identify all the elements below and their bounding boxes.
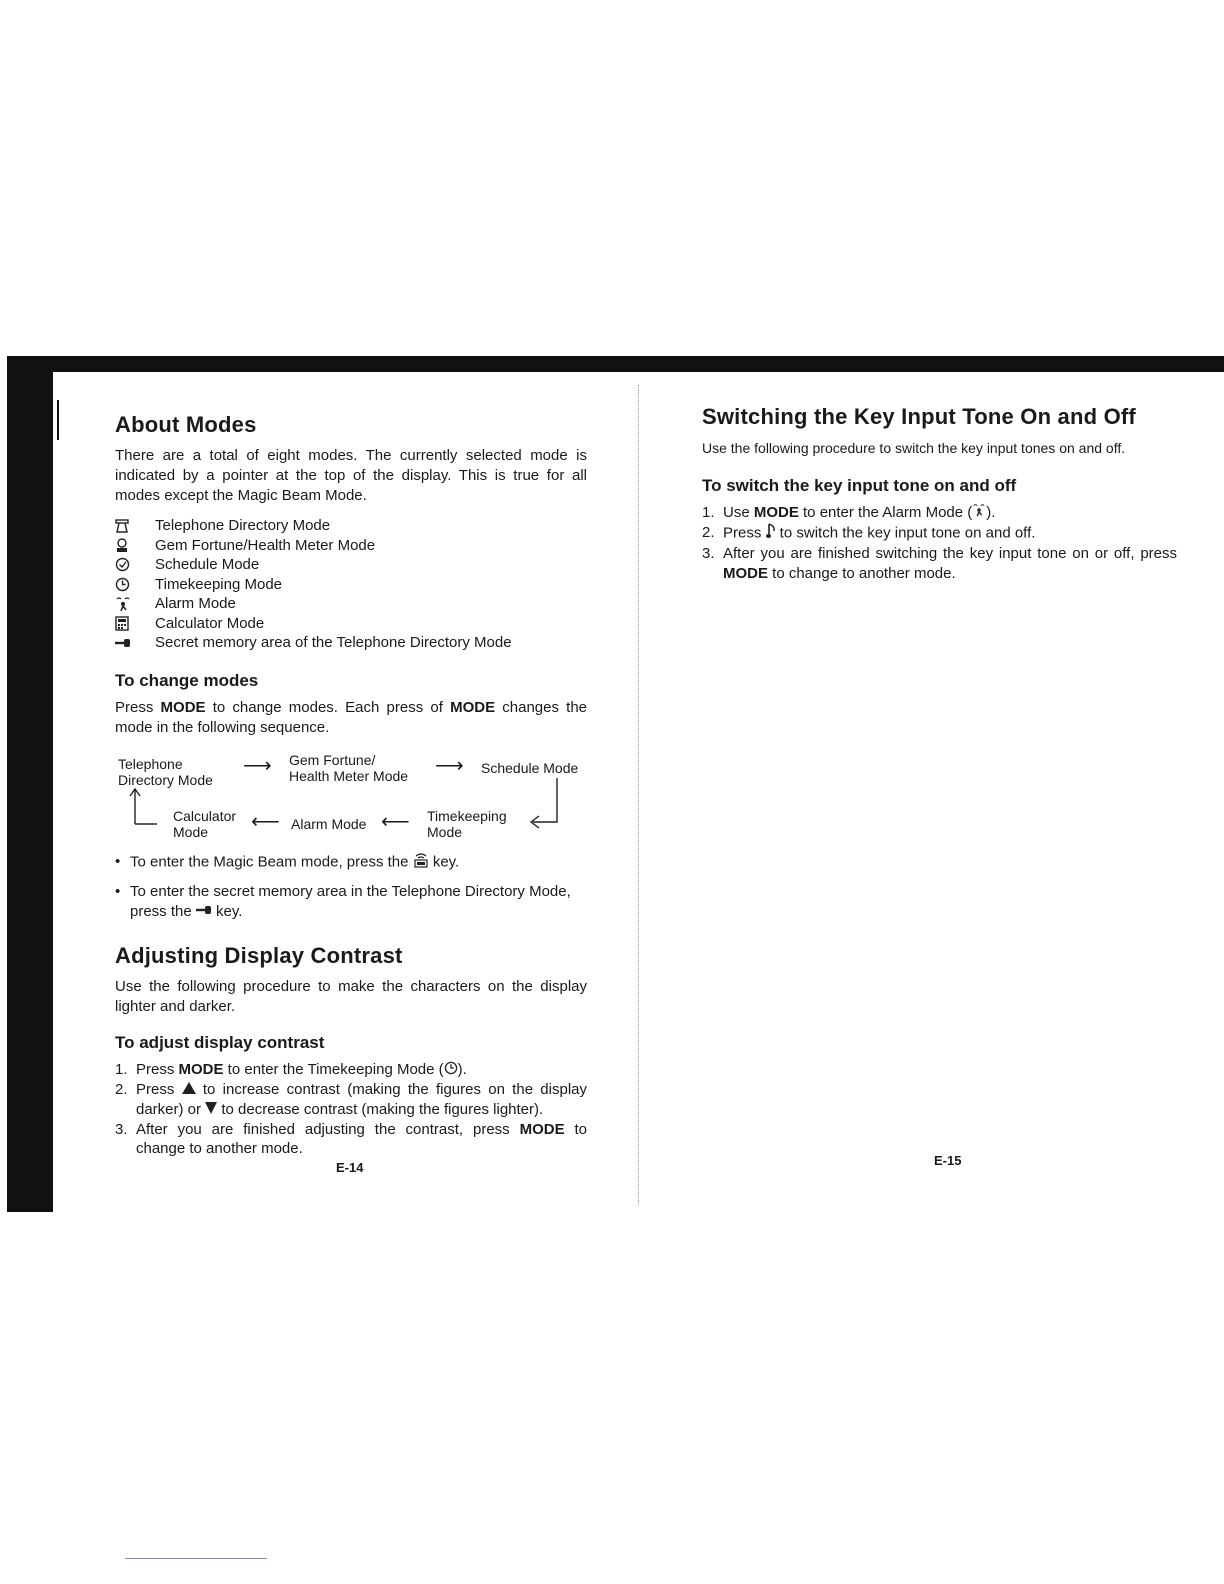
flow-node-fortune: Gem Fortune/ Health Meter Mode <box>289 751 409 784</box>
alarm-icon <box>972 503 986 523</box>
list-item <box>115 536 587 556</box>
key-icon <box>115 637 155 649</box>
flow-node-alarm: Alarm Mode <box>291 815 367 832</box>
mode-sequence-diagram <box>115 752 587 844</box>
scan-mark <box>57 400 59 440</box>
mode-list <box>115 516 587 653</box>
flow-node-schedule: Schedule Mode <box>481 759 579 776</box>
list-item: 3. After you are finished adjusting the contrast, press MODE to change to another mode. <box>115 1120 587 1158</box>
flow-node-telephone: Telephone Directory Mode <box>118 755 213 788</box>
list-item: • To enter the Magic Beam mode, press the key. <box>115 852 587 874</box>
up-triangle-icon <box>182 1080 196 1100</box>
list-item <box>115 614 587 634</box>
list-item <box>115 633 587 653</box>
telephone-icon <box>115 519 155 533</box>
fortune-icon <box>115 537 155 553</box>
scan-border-top <box>7 356 1224 372</box>
list-item: 3. After you are finished switching the key input tone on or off, press MODE to change to another mode. <box>702 545 1177 582</box>
magic-beam-key-icon <box>413 852 429 874</box>
change-modes-heading: To change modes <box>115 670 259 690</box>
turn-arrow-icon <box>523 778 563 830</box>
adjust-contrast-heading: To adjust display contrast <box>115 1033 325 1053</box>
list-item: • To enter the secret memory area in the Telephone Directory Mode, press the key. <box>115 883 571 920</box>
flow-node-timekeeping: Timekeeping Mode <box>427 807 507 840</box>
schedule-icon <box>115 557 155 572</box>
list-item <box>115 516 587 536</box>
alarm-icon <box>115 596 155 612</box>
about-modes-heading: About Modes <box>115 412 257 437</box>
return-arrow-icon <box>129 786 159 826</box>
mode-label: Alarm Mode <box>155 595 236 612</box>
clock-icon <box>115 577 155 592</box>
arrow-left-icon: ⟵ <box>381 810 410 833</box>
mode-label: Schedule Mode <box>155 556 260 573</box>
mode-label: Secret memory area of the Telephone Directory Mode <box>155 634 512 651</box>
page-number-right: E-15 <box>934 1153 962 1168</box>
flow-node-calculator: Calculator Mode <box>173 807 237 840</box>
key-input-tone-heading: Switching the Key Input Tone On and Off <box>702 404 1136 429</box>
change-modes-text: Press MODE to change modes. Each press of MODE changes the mode in the following sequence. <box>115 698 587 736</box>
arrow-right-icon: ⟶ <box>435 754 464 777</box>
list-item: 2. Press to increase contrast (making the figures on the display darker) or to decrease contrast (making the figures lighter). <box>115 1081 587 1118</box>
list-item: 2. Press to switch the key input tone on and off. <box>702 523 1177 545</box>
clock-icon <box>444 1061 458 1081</box>
list-item: 1. Use MODE to enter the Alarm Mode ( ). <box>702 504 996 521</box>
calculator-icon <box>115 616 155 631</box>
display-contrast-heading: Adjusting Display Contrast <box>115 943 403 969</box>
mode-label: Telephone Directory Mode <box>155 517 331 534</box>
scan-border-left <box>7 372 53 1212</box>
page-number-left: E-14 <box>336 1160 364 1175</box>
switch-tone-heading: To switch the key input tone on and off <box>702 476 1017 495</box>
page-gutter <box>638 385 639 1205</box>
display-contrast-intro: Use the following procedure to make the characters on the display lighter and darker. <box>115 978 587 1016</box>
down-triangle-icon <box>205 1100 217 1120</box>
key-input-tone-intro: Use the following procedure to switch the key input tones on and off. <box>702 440 1126 456</box>
list-item <box>115 594 587 614</box>
page-left <box>115 412 587 1159</box>
arrow-left-icon: ⟵ <box>251 810 280 833</box>
page-right <box>702 404 1177 583</box>
key-icon <box>196 902 212 922</box>
tone-steps <box>702 503 1177 583</box>
footer-rule <box>125 1558 267 1559</box>
list-item <box>115 575 587 595</box>
mode-label: Gem Fortune/Health Meter Mode <box>155 536 376 554</box>
arrow-right-icon: ⟶ <box>243 754 272 777</box>
notes-list <box>115 852 587 922</box>
mode-label: Calculator Mode <box>155 614 265 632</box>
list-item <box>115 555 587 575</box>
about-modes-intro: There are a total of eight modes. The currently selected mode is indicated by a pointer at the top of the display. This is true for all modes except the Magic Beam Mode. <box>115 447 587 504</box>
list-item: 1. Press MODE to enter the Timekeeping Mode ( ). <box>115 1061 467 1079</box>
mode-label: Timekeeping Mode <box>155 575 283 593</box>
tone-note-icon <box>766 523 776 545</box>
contrast-steps <box>115 1060 587 1158</box>
